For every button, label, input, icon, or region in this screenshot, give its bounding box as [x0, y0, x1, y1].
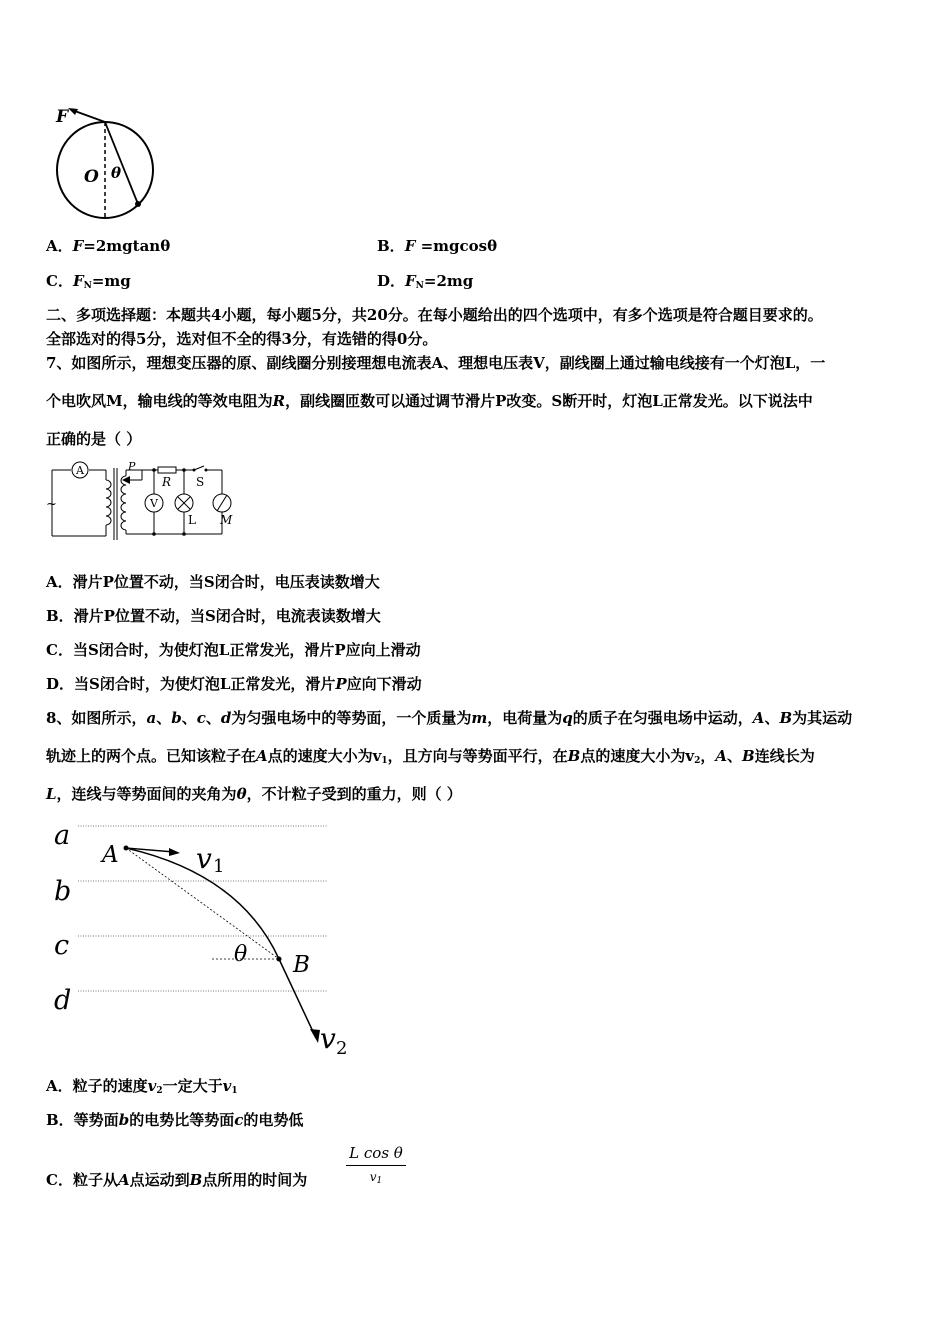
slider-p-label: P — [128, 460, 136, 473]
fraction-numerator: L cos θ — [346, 1144, 406, 1166]
mass-dot — [135, 201, 141, 207]
q7-line3: 正确的是（ ） — [46, 430, 142, 448]
q8-option-c: C．粒子从A点运动到B点所用的时间为 — [46, 1171, 308, 1189]
q7-option-c: C．当S闭合时，为使灯泡L正常发光，滑片P应向上滑动 — [46, 641, 421, 659]
junction-dot-3 — [152, 532, 156, 536]
force-arrowhead — [68, 108, 78, 115]
plane-label-b: b — [54, 876, 72, 907]
point-a-label: A — [102, 842, 119, 868]
point-b-label: B — [293, 952, 310, 978]
resistor-icon — [158, 467, 176, 473]
point-b-dot — [277, 957, 282, 962]
q7-circuit-figure — [44, 458, 244, 544]
fraction-denominator: $v_1$ — [369, 1170, 383, 1186]
chord-line — [105, 122, 138, 204]
q8-field-figure — [50, 814, 350, 1058]
ammeter-label: A — [76, 464, 84, 477]
voltmeter-label: V — [150, 497, 158, 510]
junction-dot-4 — [182, 532, 186, 536]
lamp-label: L — [188, 513, 196, 527]
velocity-v1-arrowhead — [169, 848, 180, 856]
ac-source-icon: ~ — [46, 497, 57, 512]
point-a-dot — [124, 846, 129, 851]
plane-label-a: a — [54, 820, 71, 851]
q6-option-a: A．F=2mgtanθ — [46, 237, 171, 255]
q7-option-b: B．滑片P位置不动，当S闭合时，电流表读数增大 — [46, 607, 381, 625]
secondary-circuit — [121, 466, 222, 534]
q8-line1: 8、如图所示，a、b、c、d为匀强电场中的等势面，一个质量为m，电荷量为q的质子在匀强电场中运动，A、B为其运动 — [46, 709, 853, 727]
motor-label: M — [220, 513, 233, 527]
q6-option-b: B．F =mgcosθ — [377, 237, 498, 255]
section2-line2: 全部选对的得5分，选对但不全的得3分，有选错的得0分。 — [46, 330, 438, 348]
primary-circuit — [52, 470, 111, 536]
switch-contact-left — [193, 469, 196, 472]
plane-label-c: c — [54, 930, 70, 961]
q8-line2: 轨迹上的两个点。已知该粒子在A点的速度大小为$v_1$，且方向与等势面平行，在B点的速度大小为$v_2$，A、B连线长为 — [46, 747, 815, 766]
switch-label: S — [196, 475, 205, 489]
q8-option-c-fraction — [346, 1144, 406, 1186]
velocity-v1-sub: 1 — [213, 856, 225, 877]
switch-contact-right — [205, 469, 208, 472]
velocity-v1-label: v — [196, 842, 212, 875]
theta-label: θ — [111, 164, 122, 182]
q7-line2: 个电吹风M，输电线的等效电阻为R，副线圈匝数可以通过调节滑片P改变。S断开时，灯泡L正常发光。以下说法中 — [46, 392, 813, 410]
q7-option-d: D．当S闭合时，为使灯泡L正常发光，滑片P应向下滑动 — [46, 675, 422, 693]
q8-line3: L，连线与等势面间的夹角为θ，不计粒子受到的重力，则（ ） — [46, 785, 462, 803]
resistor-label: R — [162, 475, 172, 489]
q6-figure — [52, 104, 162, 222]
q8-option-a: A．粒子的速度$v_2$一定大于$v_1$ — [46, 1077, 238, 1096]
velocity-v2-sub: 2 — [336, 1038, 348, 1058]
angle-theta-label: θ — [234, 942, 248, 967]
q7-line1: 7、如图所示，理想变压器的原、副线圈分别接理想电流表A、理想电压表V，副线圈上通过输电线接有一个灯泡L，一 — [46, 354, 826, 372]
junction-dot-1 — [152, 468, 156, 472]
force-arrow — [72, 110, 105, 122]
q6-option-d: D．$F_N=2mg$ — [377, 272, 474, 291]
f-label: F — [56, 107, 69, 127]
q7-option-a: A．滑片P位置不动，当S闭合时，电压表读数增大 — [46, 573, 380, 591]
o-label: O — [84, 167, 99, 187]
velocity-v2-label: v — [320, 1022, 336, 1055]
section2-line1: 二、多项选择题：本题共4小题，每小题5分，共20分。在每小题给出的四个选项中，有多个选项是符合题目要求的。 — [46, 306, 823, 324]
velocity-v2-arrowhead — [310, 1029, 320, 1043]
junction-dot-2 — [182, 468, 186, 472]
plane-label-d: d — [54, 985, 72, 1016]
q8-option-b: B．等势面b的电势比等势面c的电势低 — [46, 1111, 304, 1129]
q6-option-c: C．$F_N=mg$ — [46, 272, 131, 291]
